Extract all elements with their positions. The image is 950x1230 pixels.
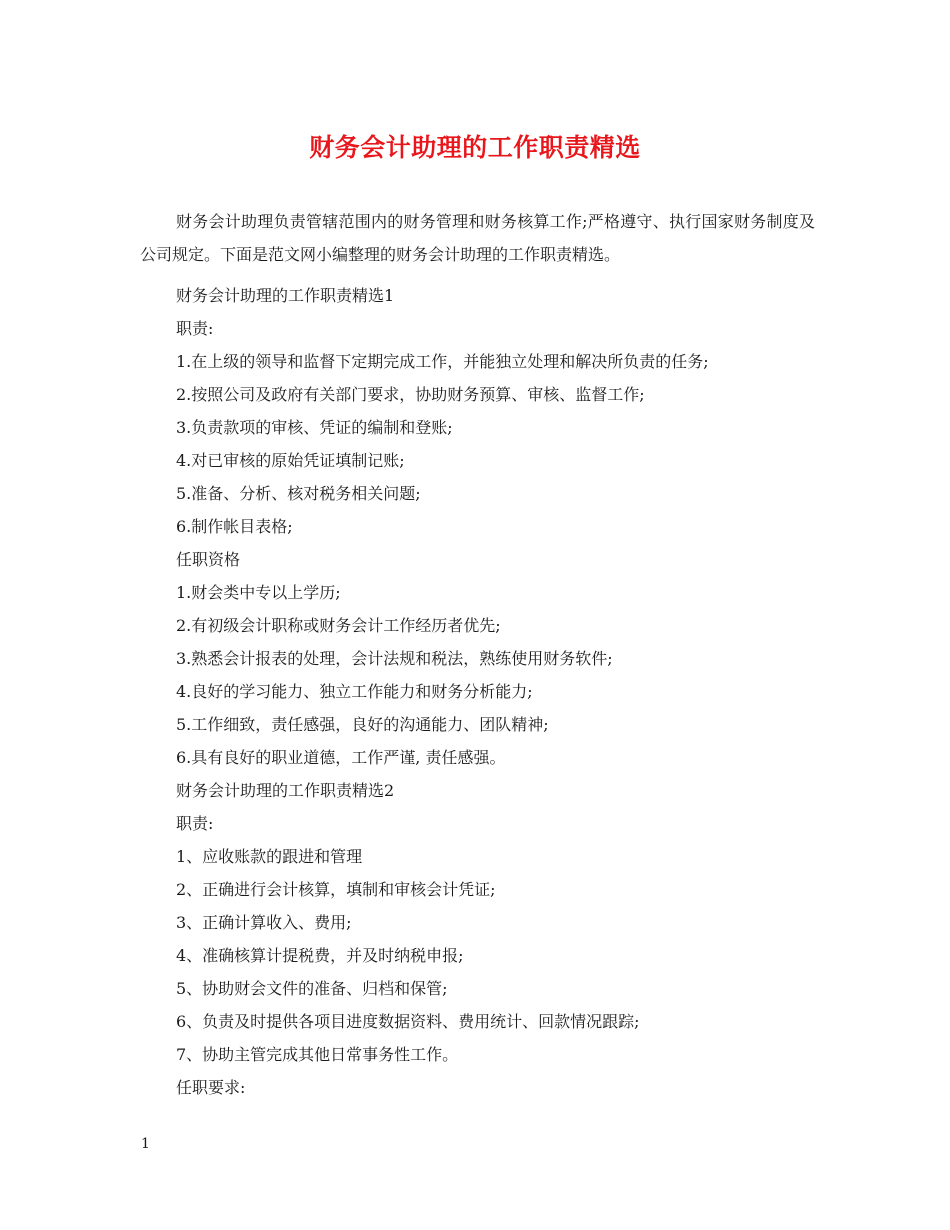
- list-item: 2.有初级会计职称或财务会计工作经历者优先;: [176, 616, 501, 635]
- list-item: 5.准备、分析、核对税务相关问题;: [176, 484, 421, 503]
- section-heading-2: 财务会计助理的工作职责精选2: [176, 781, 395, 800]
- subheading-duties-1: 职责:: [176, 319, 214, 338]
- list-item: 3.熟悉会计报表的处理，会计法规和税法，熟练使用财务软件;: [176, 649, 613, 668]
- section-heading-1: 财务会计助理的工作职责精选1: [176, 286, 395, 305]
- subheading-duties-2: 职责:: [176, 814, 214, 833]
- list-item: 6.具有良好的职业道德，工作严谨, 责任感强。: [176, 748, 506, 767]
- list-item: 1.在上级的领导和监督下定期完成工作，并能独立处理和解决所负责的任务;: [176, 352, 709, 371]
- list-item: 2、正确进行会计核算，填制和审核会计凭证;: [176, 880, 496, 899]
- subheading-requirements: 任职要求:: [176, 1078, 246, 1097]
- list-item: 3.负责款项的审核、凭证的编制和登账;: [176, 418, 453, 437]
- list-item: 4.良好的学习能力、独立工作能力和财务分析能力;: [176, 682, 533, 701]
- document-title: 财务会计助理的工作职责精选: [309, 133, 641, 162]
- list-item: 1、应收账款的跟进和管理: [176, 847, 363, 866]
- list-item: 6.制作帐目表格;: [176, 517, 293, 536]
- list-item: 3、正确计算收入、费用;: [176, 913, 352, 932]
- intro-paragraph: 财务会计助理负责管辖范围内的财务管理和财务核算工作;严格遵守、执行国家财务制度及公司规定。下面是范文网小编整理的财务会计助理的工作职责精选。: [140, 212, 815, 264]
- list-item: 5、协助财会文件的准备、归档和保管;: [176, 979, 448, 998]
- list-item: 6、负责及时提供各项目进度数据资料、费用统计、回款情况跟踪;: [176, 1012, 640, 1031]
- list-item: 1.财会类中专以上学历;: [176, 583, 341, 602]
- page-number: 1: [141, 1136, 150, 1152]
- list-item: 4、准确核算计提税费，并及时纳税申报;: [176, 946, 464, 965]
- content-lines: [176, 279, 816, 1104]
- list-item: 7、协助主管完成其他日常事务性工作。: [176, 1045, 459, 1064]
- list-item: 4.对已审核的原始凭证填制记账;: [176, 451, 405, 470]
- list-item: 5.工作细致，责任感强，良好的沟通能力、团队精神;: [176, 715, 549, 734]
- list-item: 2.按照公司及政府有关部门要求，协助财务预算、审核、监督工作;: [176, 385, 645, 404]
- subheading-qualifications: 任职资格: [176, 550, 241, 569]
